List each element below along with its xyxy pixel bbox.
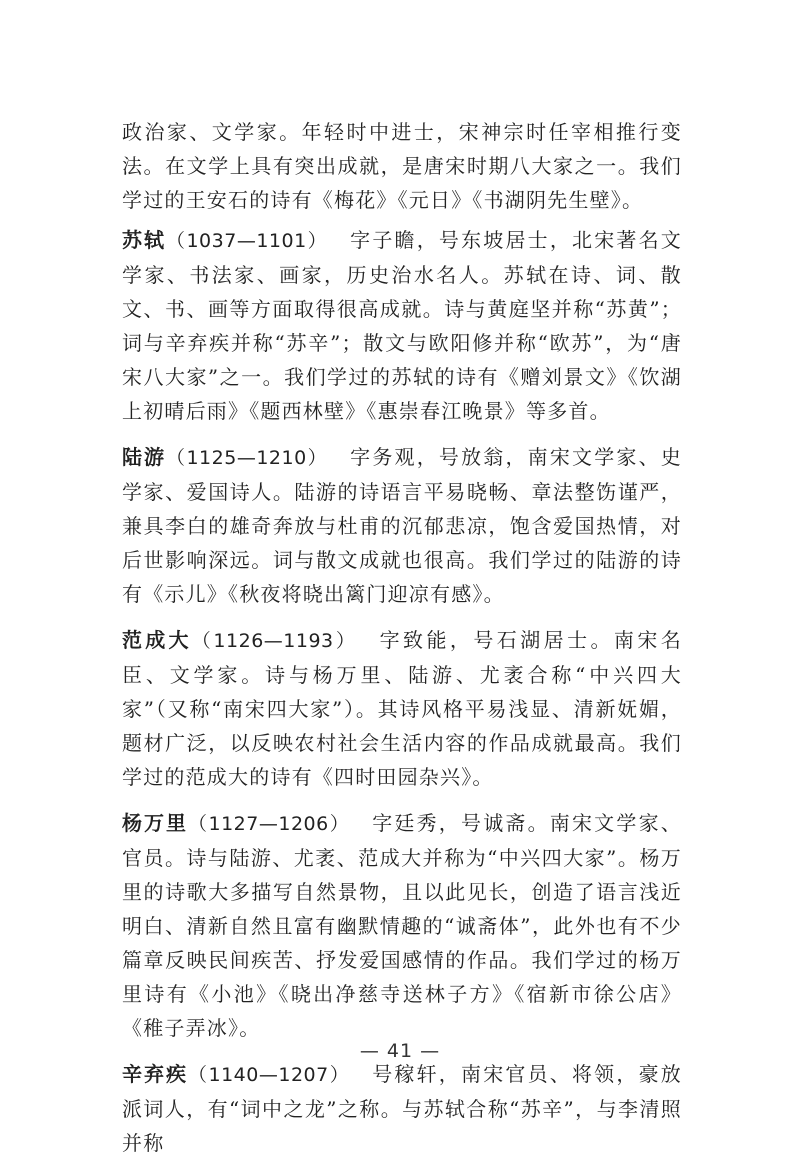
poet-entry-su-shi xyxy=(122,223,682,428)
intro-paragraph xyxy=(122,115,682,217)
poet-description: 字子瞻，号东坡居士，北宋著名文学家、书法家、画家，历史治水名人。苏轼在诗、词、散文、书、画等方面取得很高成就。诗与黄庭坚并称“苏黄”；词与辛弃疾并称“苏辛”；散文与欧阳修并称“欧苏”，为“唐宋八大家”之一。我们学过的苏轼的诗有《赠刘景文》《饮湖上初晴后雨》《题西林壁》《惠崇春江晚景》等多首。 xyxy=(122,228,683,423)
poet-years: （1037—1101） xyxy=(165,230,329,252)
poet-description: 号稼轩，南宋官员、将领，豪放派词人，有“词中之龙”之称。与苏轼合称“苏辛”，与李清照并称 xyxy=(122,1062,682,1155)
poet-name: 杨万里 xyxy=(122,811,188,835)
poet-entry-xin-qiji xyxy=(122,1057,682,1160)
page-number: — 41 — xyxy=(359,1040,441,1062)
poet-years: （1140—1207） xyxy=(188,1064,351,1086)
poet-name: 辛弃疾 xyxy=(122,1062,188,1086)
poet-name: 苏轼 xyxy=(122,228,166,252)
poet-name: 陆游 xyxy=(122,445,166,469)
poet-years: （1125—1210） xyxy=(165,447,329,469)
poet-description: 字务观，号放翁，南宋文学家、史学家、爱国诗人。陆游的诗语言平易晓畅、章法整饬谨严，兼具李白的雄奇奔放与杜甫的沉郁悲凉，饱含爱国热情，对后世影响深远。词与散文成就也很高。我们学过的陆游的诗有《示儿》《秋夜将晓出篱门迎凉有感》。 xyxy=(122,445,683,606)
poet-name: 范成大 xyxy=(122,628,192,652)
page-body xyxy=(122,115,682,1172)
poet-years: （1126—1193） xyxy=(191,630,358,652)
poet-description: 字廷秀，号诚斋。南宋文学家、官员。诗与陆游、尤袤、范成大并称为“中兴四大家”。杨万里的诗歌大多描写自然景物，且以此见长，创造了语言浅近明白、清新自然且富有幽默情趣的“诚斋体”，此外也有不少篇章反映民间疾苦、抒发爱国感情的作品。我们学过的杨万里诗有《小池》《晓出净慈寺送林子方》《宿新市徐公店》《稚子弄冰》。 xyxy=(122,811,682,1040)
poet-description: 字致能，号石湖居士。南宋名臣、文学家。诗与杨万里、陆游、尤袤合称“中兴四大家”（又称“南宋四大家”）。其诗风格平易浅显、清新妩媚，题材广泛，以反映农村社会生活内容的作品成就最高。我们学过的范成大的诗有《四时田园杂兴》。 xyxy=(122,628,682,789)
poet-entry-yang-wanli xyxy=(122,806,682,1045)
poet-entry-fan-chengda xyxy=(122,623,682,794)
poet-entry-lu-you xyxy=(122,440,682,611)
poet-years: （1127—1206） xyxy=(188,813,351,835)
intro-text: 政治家、文学家。年轻时中进士，宋神宗时任宰相推行变法。在文学上具有突出成就，是唐宋时期八大家之一。我们学过的王安石的诗有《梅花》《元日》《书湖阴先生壁》。 xyxy=(122,120,682,212)
